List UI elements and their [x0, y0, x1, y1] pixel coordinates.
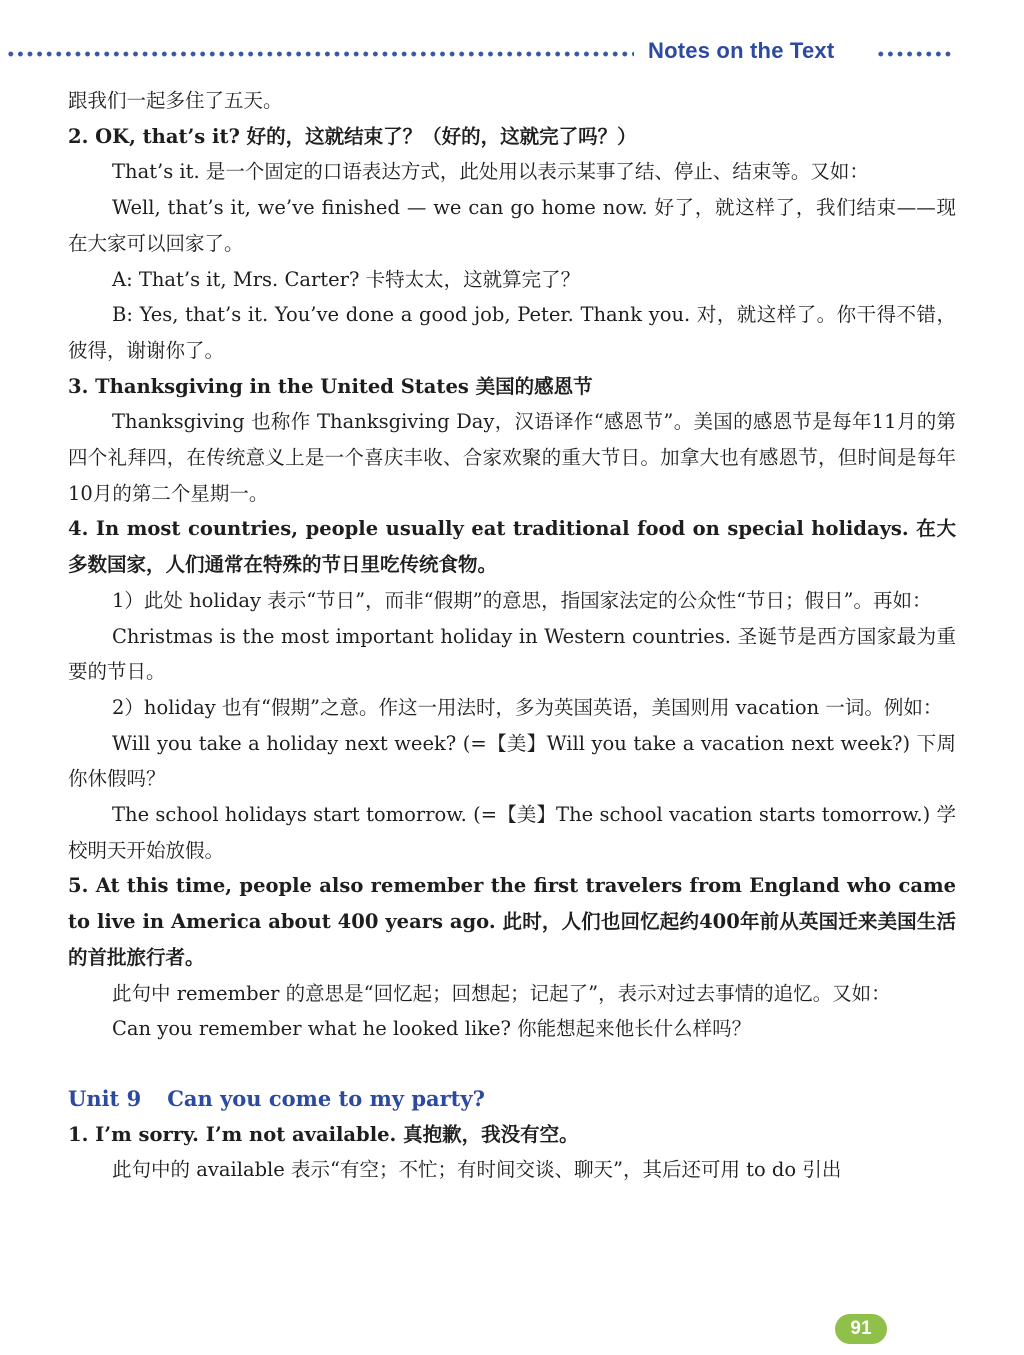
note-4-para-3: 2）holiday 也有“假期”之意。作这一用法时，多为英国英语，美国则用 vacation 一词。例如：	[112, 695, 943, 719]
note-2-para-4: B: Yes, that’s it. You’ve done a good job, Peter. Thank you. 对，就这样了。你干得不错，彼得，谢谢你了。	[68, 303, 956, 362]
note-4-para-2: Christmas is the most important holiday in Western countries. 圣诞节是西方国家最为重要的节日。	[68, 624, 956, 684]
dotted-rule-right	[876, 51, 954, 57]
note-2-para-1: That’s it. 是一个固定的口语表达方式，此处用以表示某事了结、停止、结束等。又如：	[112, 160, 869, 184]
note-2-para-3: A: That’s it, Mrs. Carter? 卡特太太，这就算完了？	[112, 267, 581, 291]
unit-label: Unit 9	[68, 1085, 142, 1111]
unit-title: Can you come to my party?	[167, 1085, 485, 1111]
running-header	[0, 30, 1024, 74]
page-number-badge: 91	[835, 1314, 887, 1344]
note-4-para-5: The school holidays start tomorrow. (=【美】The school vacation starts tomorrow.) 学校明天开始放假。	[68, 803, 956, 862]
unit-note-1-heading	[68, 1117, 956, 1153]
note-5-heading	[68, 868, 956, 975]
note-number: 5.	[68, 874, 89, 898]
header-title: Notes on the Text	[648, 38, 835, 63]
note-number: 3.	[68, 374, 89, 398]
note-5-para-2: Can you remember what he looked like? 你能想起来他长什么样吗？	[112, 1017, 752, 1041]
note-5-para-1: 此句中 remember 的意思是“回忆起；回想起；记起了”，表示对过去事情的追忆。又如：	[112, 981, 891, 1005]
note-2-heading	[68, 119, 956, 155]
note-number: 4.	[68, 517, 89, 541]
unit-note-1-para-1: 此句中的 available 表示“有空；不忙；有时间交谈、聊天”，其后还可用 to do 引出	[112, 1158, 842, 1182]
unit-heading	[68, 1081, 956, 1117]
note-4-para-4: Will you take a holiday next week? (=【美】Will you take a vacation next week?) 下周你休假吗？	[68, 731, 956, 791]
page-body	[68, 83, 956, 1188]
note-3-heading	[68, 369, 956, 405]
note-heading-text: At this time, people also remember the first travelers from England who came to live in America about 400 years ago. 此时，人们也回忆起约400年前从英国迁来美国生活的首批旅行者。	[68, 874, 956, 969]
note-heading-text: Thanksgiving in the United States 美国的感恩节	[95, 374, 593, 398]
note-number: 2.	[68, 124, 89, 148]
note-heading-text: I’m sorry. I’m not available. 真抱歉，我没有空。	[95, 1122, 579, 1146]
dotted-rule-left	[6, 51, 634, 57]
note-4-para-1: 1）此处 holiday 表示“节日”，而非“假期”的意思，指国家法定的公众性“节日；假日”。再如：	[112, 588, 932, 612]
note-3-para-1: Thanksgiving 也称作 Thanksgiving Day，汉语译作“感恩节”。美国的感恩节是每年11月的第四个礼拜四，在传统意义上是一个喜庆丰收、合家欢聚的重大节日。加拿大也有感恩节，但时间是每年10月的第二个星期一。	[68, 410, 956, 505]
note-heading-text: OK, that’s it? 好的，这就结束了？（好的，这就完了吗？）	[95, 124, 637, 148]
note-2-para-2: Well, that’s it, we’ve finished — we can go home now. 好了，就这样了，我们结束——现在大家可以回家了。	[68, 196, 956, 255]
note-4-heading	[68, 511, 956, 582]
continued-line: 跟我们一起多住了五天。	[68, 89, 283, 112]
note-number: 1.	[68, 1122, 89, 1146]
note-heading-text: In most countries, people usually eat traditional food on special holidays. 在大多数国家，人们通常在特殊的节日里吃传统食物。	[68, 517, 956, 577]
